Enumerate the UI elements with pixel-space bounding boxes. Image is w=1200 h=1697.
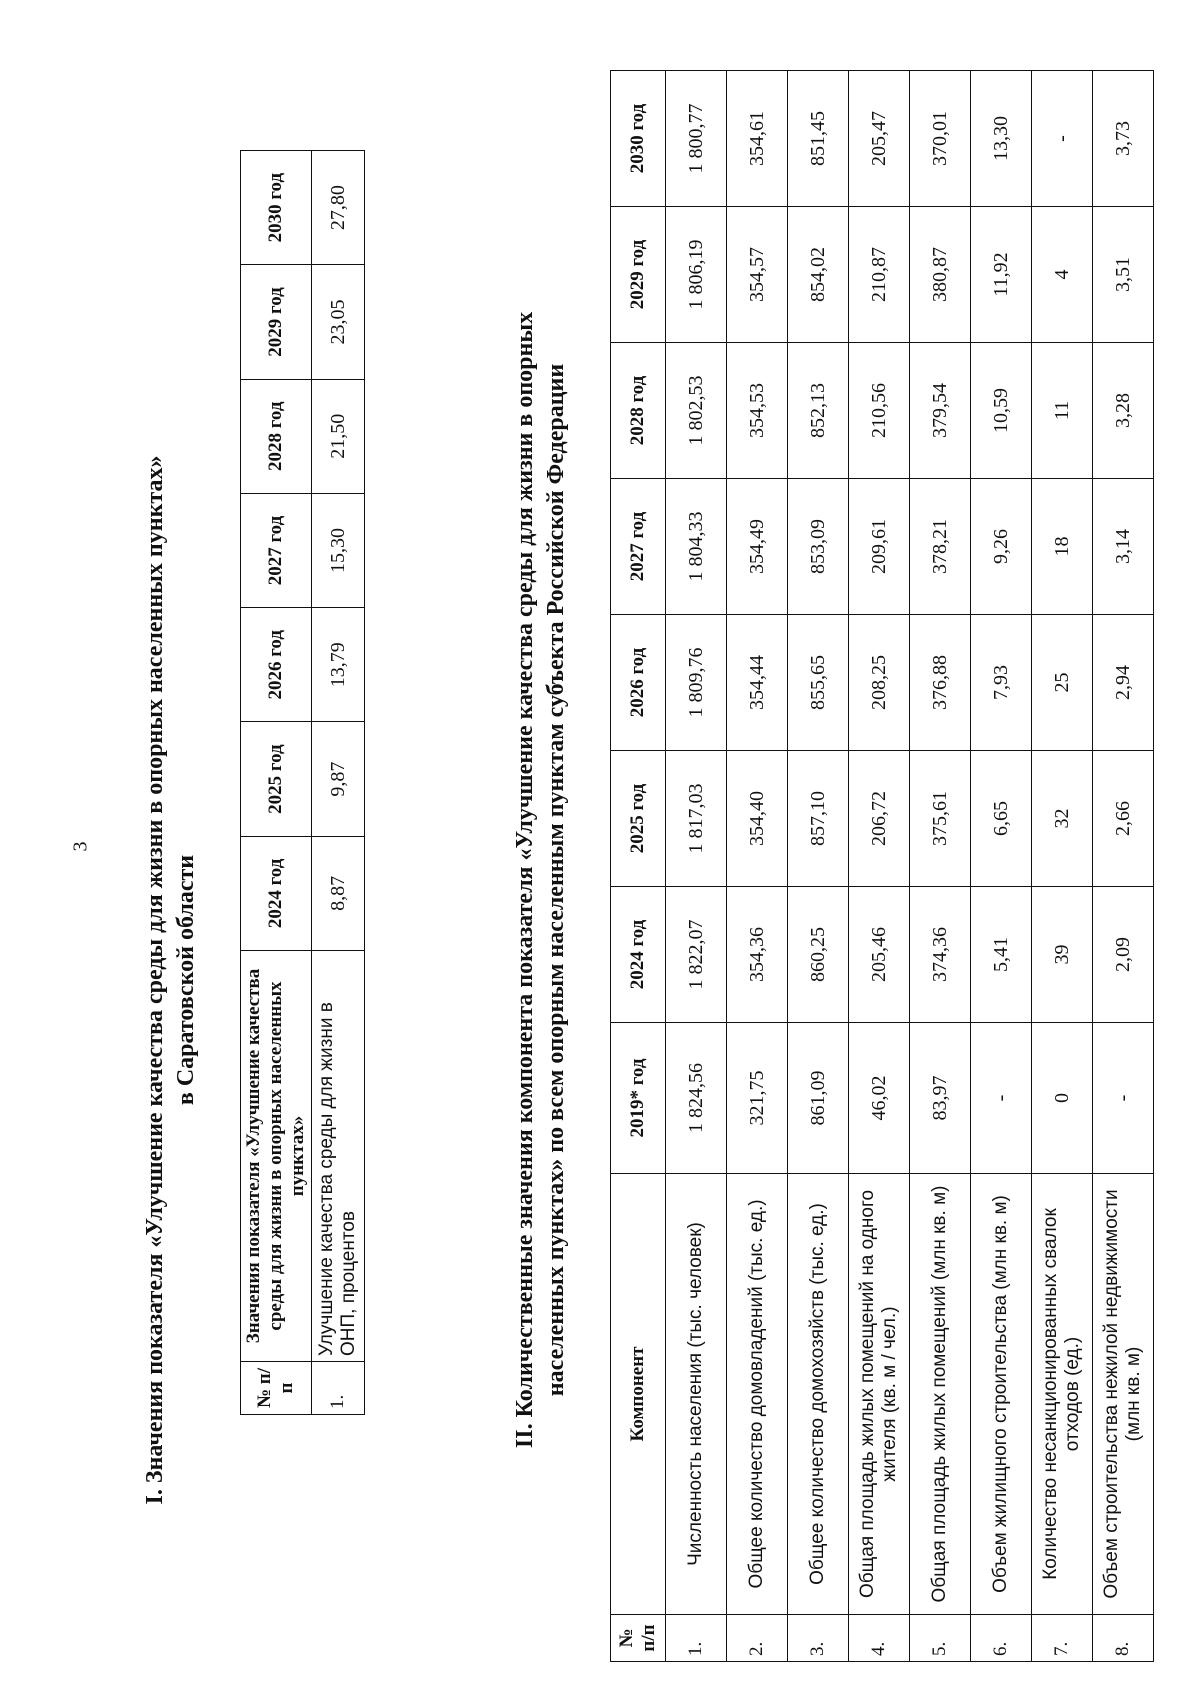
table1-header-2028: 2028 год — [241, 379, 312, 493]
table2-cell: 1 802,53 — [666, 343, 727, 479]
table2-row — [971, 71, 1032, 1662]
table2-cell: 39 — [1032, 886, 1093, 1022]
table1-header-2026: 2026 год — [241, 608, 312, 722]
table2-cell: 1 817,03 — [666, 750, 727, 886]
table2-cell: 10,59 — [971, 343, 1032, 479]
table2-cell: 8. — [1093, 1615, 1154, 1662]
table2-cell: 861,09 — [788, 1022, 849, 1173]
table1-header-2030: 2030 год — [241, 151, 312, 265]
table2-row — [910, 71, 971, 1662]
table2-cell: 208,25 — [849, 615, 910, 751]
table2-cell: 46,02 — [849, 1022, 910, 1173]
table2-cell: 1 824,56 — [666, 1022, 727, 1173]
table2-header-2026: 2026 год — [611, 615, 666, 751]
table2-cell: 11 — [1032, 343, 1093, 479]
table2-cell: 0 — [1032, 1022, 1093, 1173]
table1-row — [312, 151, 365, 1415]
table1-cell: 27,80 — [312, 151, 365, 265]
table2-header-component: Компонент — [611, 1174, 666, 1615]
table2-cell: Объем строительства нежилой недвижимости (млн кв. м) — [1093, 1174, 1154, 1615]
table2-cell: 11,92 — [971, 207, 1032, 343]
table2-cell: 354,36 — [727, 886, 788, 1022]
table2-cell: 3,28 — [1093, 343, 1154, 479]
section1-title — [140, 270, 202, 1690]
table2-cell: 370,01 — [910, 71, 971, 207]
table2-cell: Общая площадь жилых помещений (млн кв. м) — [910, 1174, 971, 1615]
table2-cell: 1 806,19 — [666, 207, 727, 343]
table1-cell: 8,87 — [312, 836, 365, 950]
table2-cell: 354,53 — [727, 343, 788, 479]
table2-cell: 13,30 — [971, 71, 1032, 207]
table2-cell: 1 822,07 — [666, 886, 727, 1022]
table2-cell: 210,87 — [849, 207, 910, 343]
table2-cell: Объем жилищного строительства (млн кв. м) — [971, 1174, 1032, 1615]
table2-cell: Количество несанкционированных свалок отходов (ед.) — [1032, 1174, 1093, 1615]
table2-header-2028: 2028 год — [611, 343, 666, 479]
table2-cell: 380,87 — [910, 207, 971, 343]
table1-header-indicator: Значения показателя «Улучшение качества среды для жизни в опорных населенных пунктах» — [241, 951, 312, 1362]
table2-cell: 5,41 — [971, 886, 1032, 1022]
table2-cell: 321,75 — [727, 1022, 788, 1173]
page-number: 3 — [69, 841, 92, 852]
table2-cell: Общее количество домохозяйств (тыс. ед.) — [788, 1174, 849, 1615]
table1-cell: 13,79 — [312, 608, 365, 722]
table2-cell: 375,61 — [910, 750, 971, 886]
table2-cell: 1 809,76 — [666, 615, 727, 751]
table2-cell: 25 — [1032, 615, 1093, 751]
table2-row — [849, 71, 910, 1662]
table2-cell: 4. — [849, 1615, 910, 1662]
table2-cell: Общее количество домовладений (тыс. ед.) — [727, 1174, 788, 1615]
section1-table — [240, 150, 365, 1415]
table2-cell: 852,13 — [788, 343, 849, 479]
table2-cell: 354,40 — [727, 750, 788, 886]
table2-cell: 857,10 — [788, 750, 849, 886]
table1-cell: 21,50 — [312, 379, 365, 493]
table2-header-2029: 2029 год — [611, 207, 666, 343]
table2-header-2025: 2025 год — [611, 750, 666, 886]
rotated-content — [140, 70, 1190, 1690]
section1-title-line2: в Саратовской области — [173, 854, 199, 1106]
table2-cell: 2,09 — [1093, 886, 1154, 1022]
table2-cell: 1 800,77 — [666, 71, 727, 207]
table2-cell: 3. — [788, 1615, 849, 1662]
table2-cell: 3,73 — [1093, 71, 1154, 207]
table1-header-2025: 2025 год — [241, 722, 312, 836]
table1-cell: 23,05 — [312, 265, 365, 379]
table2-cell: 18 — [1032, 479, 1093, 615]
table2-cell: 6,65 — [971, 750, 1032, 886]
table2-cell: 855,65 — [788, 615, 849, 751]
section2-table — [610, 70, 1154, 1662]
table2-row — [666, 71, 727, 1662]
table2-header-2019: 2019* год — [611, 1022, 666, 1173]
table2-row — [727, 71, 788, 1662]
table2-cell: 210,56 — [849, 343, 910, 479]
table2-header-2024: 2024 год — [611, 886, 666, 1022]
table2-cell: 376,88 — [910, 615, 971, 751]
table2-cell: - — [1093, 1022, 1154, 1173]
section2-title — [510, 170, 572, 1590]
table2-row — [1032, 71, 1093, 1662]
table2-cell: 7,93 — [971, 615, 1032, 751]
table2-header-2027: 2027 год — [611, 479, 666, 615]
table2-cell: 378,21 — [910, 479, 971, 615]
table1-header-2024: 2024 год — [241, 836, 312, 950]
table2-cell: 1. — [666, 1615, 727, 1662]
table2-cell: 354,44 — [727, 615, 788, 751]
table2-cell: 5. — [910, 1615, 971, 1662]
table2-cell: 379,54 — [910, 343, 971, 479]
section2-title-line1: II. Количественные значения компонента показателя «Улучшение качества среды для жизни в опорных — [512, 311, 538, 1449]
table1-header-num: № п/п — [241, 1362, 312, 1415]
table2-cell: Численность населения (тыс. человек) — [666, 1174, 727, 1615]
table2-cell: 6. — [971, 1615, 1032, 1662]
table2-cell: 854,02 — [788, 207, 849, 343]
table2-header-2030: 2030 год — [611, 71, 666, 207]
table2-row — [1093, 71, 1154, 1662]
table2-cell: 9,26 — [971, 479, 1032, 615]
table2-cell: 7. — [1032, 1615, 1093, 1662]
section1-title-line1: I. Значения показателя «Улучшение качества среды для жизни в опорных населенных пунктах» — [142, 455, 168, 1505]
table2-cell: 354,57 — [727, 207, 788, 343]
table2-cell: 2. — [727, 1615, 788, 1662]
table2-cell: 354,49 — [727, 479, 788, 615]
table2-cell: Общая площадь жилых помещений на одного жителя (кв. м / чел.) — [849, 1174, 910, 1615]
table2-cell: 32 — [1032, 750, 1093, 886]
table2-cell: 205,47 — [849, 71, 910, 207]
table2-cell: 860,25 — [788, 886, 849, 1022]
table2-cell: 209,61 — [849, 479, 910, 615]
table2-cell: 853,09 — [788, 479, 849, 615]
table2-cell: 4 — [1032, 207, 1093, 343]
table2-cell: - — [1032, 71, 1093, 207]
table2-body — [666, 71, 1154, 1662]
table2-cell: 205,46 — [849, 886, 910, 1022]
table1-header-2029: 2029 год — [241, 265, 312, 379]
table1-cell: 15,30 — [312, 493, 365, 607]
table2-cell: 374,36 — [910, 886, 971, 1022]
table2-cell: 3,14 — [1093, 479, 1154, 615]
table1-header-2027: 2027 год — [241, 493, 312, 607]
table2-cell: 83,97 — [910, 1022, 971, 1173]
section2-title-line2: населенных пунктах» по всем опорным населенным пунктам субъекта Российской Федерации — [543, 363, 569, 1397]
table2-row — [788, 71, 849, 1662]
table2-cell: 206,72 — [849, 750, 910, 886]
table2-cell: 2,66 — [1093, 750, 1154, 886]
table2-cell: 3,51 — [1093, 207, 1154, 343]
table2-cell: 354,61 — [727, 71, 788, 207]
table2-cell: 1 804,33 — [666, 479, 727, 615]
table2-cell: 851,45 — [788, 71, 849, 207]
table1-cell: Улучшение качества среды для жизни в ОНП, процентов — [312, 951, 365, 1362]
table1-cell: 1. — [312, 1362, 365, 1415]
table1-cell: 9,87 — [312, 722, 365, 836]
table2-cell: - — [971, 1022, 1032, 1173]
table2-header-num: № п/п — [611, 1615, 666, 1662]
table2-cell: 2,94 — [1093, 615, 1154, 751]
